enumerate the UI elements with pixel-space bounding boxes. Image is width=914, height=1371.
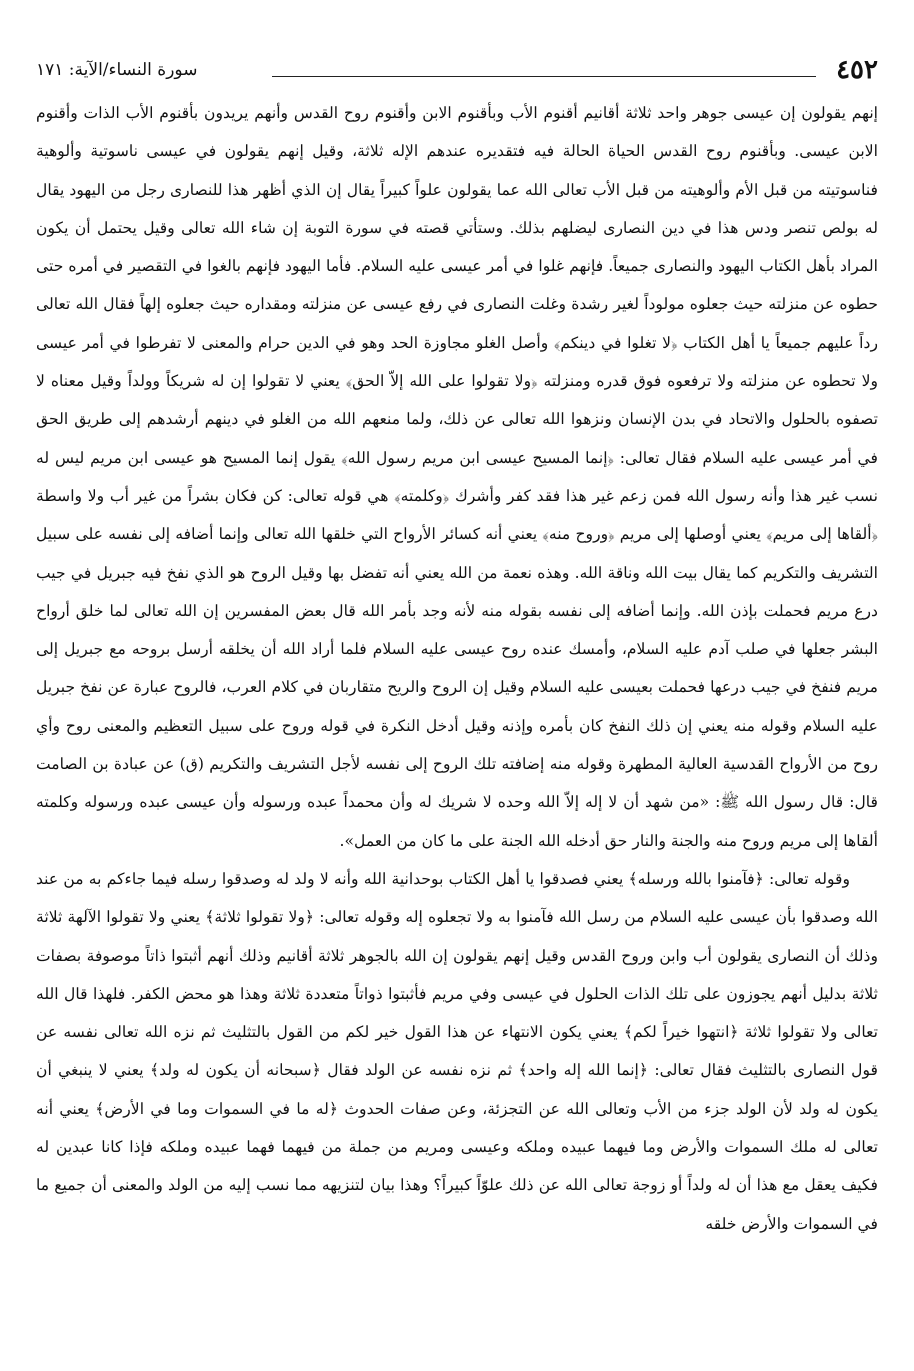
book-page (36, 52, 878, 1352)
page-number: ٤٥٢ (836, 55, 878, 85)
paragraph-2: وقوله تعالى: ﴿فآمنوا بالله ورسله﴾ يعني فصدقوا يا أهل الكتاب بوحدانية الله وأنه لا ولد له وصدقوا رسله فيما جاءكم به من عند الله وصدقوا بأن عيسى عليه السلام من رسل الله فآمنوا به ولا تجعلوه إله وقوله تعالى: ﴿ولا تقولوا ثلاثة﴾ يعني ولا تقولوا الآلهة ثلاثة وذلك أن النصارى يقولون أب وابن وروح القدس وقيل إنهم يقولون إن الله بالجوهر ثلاثة أقانيم وذلك أنهم أثبتوا ذاتاً موصوفة بصفات ثلاثة بدليل أنهم يجوزون على تلك الذات الحلول في عيسى وفي مريم فأثبتوا ذواتاً متعددة ثلاثة وهذا هو محض الكفر. فلهذا قال الله تعالى ولا تقولوا ثلاثة ﴿انتهوا خيراً لكم﴾ يعني يكون الانتهاء عن هذا القول خير لكم من القول بالتثليث ثم نزه الله تعالى نفسه عن قول النصارى بالتثليث فقال تعالى: ﴿إنما الله إله واحد﴾ ثم نزه نفسه عن الولد فقال ﴿سبحانه أن يكون له ولد﴾ يعني لا ينبغي أن يكون له ولد لأن الولد جزء من الأب وتعالى الله عن التجزئة، وعن صفات الحدوث ﴿له ما في السموات وما في الأرض﴾ يعني أنه تعالى له ملك السموات والأرض وما فيهما عبيده وملكه وعيسى ومريم من جملة من فيهما فهما عبيده وملكه فإذا كانا عبدين له فكيف يعقل مع هذا أن له ولداً أو زوجة تعالى الله عن ذلك علوّاً كبيراً؟ وهذا بيان لتنزيهه مما نسب إليه من الولد والمعنى أن جميع ما في السموات والأرض خلقه (36, 869, 878, 1233)
running-title: سورة النساء/الآية: ١٧١ (36, 60, 198, 80)
header-rule (272, 76, 816, 77)
page-header (36, 52, 878, 92)
paragraph-1: إنهم يقولون إن عيسى جوهر واحد ثلاثة أقانيم أقنوم الأب وبأقنوم الابن وأقنوم روح القدس وأنهم يريدون بأقنوم الأب الذات وأقنوم الابن عيسى. وبأقنوم روح القدس الحياة الحالة فيه فتقديره عندهم الإله ثلاثة، وقيل إنهم يقولون في عيسى ناسوتية وألوهية فناسوتيته من قبل الأم وألوهيته من قبل الأب تعالى الله عما يقولون علواً كبيراً يقال إن الذي أظهر هذا للنصارى رجل من اليهود يقال له بولص تنصر ودس هذا في دين النصارى ليضلهم بذلك. وستأتي قصته في سورة التوبة إن شاء الله تعالى وقيل يحتمل أن يكون المراد بأهل الكتاب اليهود والنصارى جميعاً. فإنهم غلوا في أمر عيسى عليه السلام. فأما اليهود فإنهم بالغوا في التقصير في أمره حتى حطوه عن منزلته حيث جعلوه مولوداً لغير رشدة وغلت النصارى في رفع عيسى عن منزلته ومقداره حيث جعلوه إلهاً فقال الله تعالى رداً عليهم جميعاً يا أهل الكتاب ﴿لا تغلوا في دينكم﴾ وأصل الغلو مجاوزة الحد وهو في الدين حرام والمعنى لا تفرطوا في أمر عيسى ولا تحطوه عن منزلته ولا ترفعوه فوق قدره ومنزلته ﴿ولا تقولوا على الله إلاّ الحق﴾ يعني لا تقولوا إن له شريكاً وولداً وقيل معناه لا تصفوه بالحلول والاتحاد في بدن الإنسان ونزهوا الله تعالى عن ذلك، ولما منعهم الله من الغلو في دينهم أرشدهم إلى طريق الحق في أمر عيسى عليه السلام فقال تعالى: ﴿إنما المسيح عيسى ابن مريم رسول الله﴾ يقول إنما المسيح هو عيسى ابن مريم ليس له نسب غير هذا وأنه رسول الله فمن زعم غير هذا فقد كفر وأشرك ﴿وكلمته﴾ هي قوله تعالى: كن فكان بشراً من غير أب ولا واسطة ﴿ألقاها إلى مريم﴾ يعني أوصلها إلى مريم ﴿وروح منه﴾ يعني أنه كسائر الأرواح التي خلقها الله تعالى وإنما أضافه إلى نفسه على سبيل التشريف والتكريم كما يقال بيت الله وناقة الله. وهذه نعمة من الله يعني أنه تفضل بها وقيل الروح هو الذي نفخ فيه جبريل في جيب درع مريم فحملت بإذن الله. وإنما أضافه إلى نفسه بقوله منه لأنه وجد بأمر الله قال بعض المفسرين إن الله تعالى لما خلق أرواح البشر جعلها في صلب آدم عليه السلام، وأمسك عنده روح عيسى عليه السلام فلما أراد الله أن يخلقه أرسل بروحه مع جبريل إلى مريم فنفخ في جيب درعها فحملت بعيسى عليه السلام وقيل إن الروح والريح متقاربان في كلام العرب، فالروح عبارة عن نفخ جبريل عليه السلام وقوله منه يعني إن ذلك النفخ كان بأمره وإذنه وقيل أدخل النكرة في قوله وروح على سبيل التعظيم والمعنى روح وأي روح من الأرواح القدسية العالية المطهرة وقوله منه إضافته تلك الروح إلى نفسه لأجل التشريف والتكريم (ق) عن عبادة بن الصامت قال: قال رسول الله ﷺ: «من شهد أن لا إله إلاّ الله وحده لا شريك له وأن محمداً عبده ورسوله وأن عيسى عبده ورسوله وكلمته ألقاها إلى مريم وروح منه والجنة والنار حق أدخله الله الجنة على ما كان من العمل». (36, 104, 878, 850)
body-text (36, 94, 878, 1243)
